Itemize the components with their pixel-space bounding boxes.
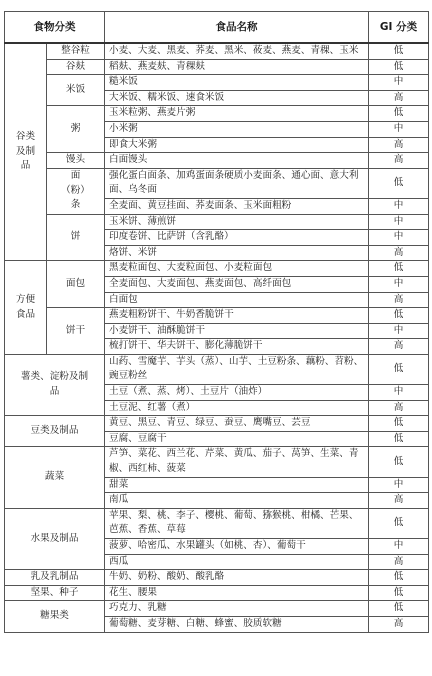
gi-cell: 中 xyxy=(369,385,429,401)
gi-cell: 低 xyxy=(369,59,429,75)
gi-cell: 高 xyxy=(369,554,429,570)
gi-cell: 低 xyxy=(369,308,429,324)
food-names-cell: 白面馒头 xyxy=(105,153,369,169)
gi-classification-table xyxy=(4,11,429,633)
food-names-cell: 即食大米粥 xyxy=(105,137,369,153)
food-names-cell: 梳打饼干、华夫饼干、膨化薄脆饼干 xyxy=(105,339,369,355)
food-names-cell: 南瓜 xyxy=(105,493,369,509)
food-names-cell: 玉米饼、薄煎饼 xyxy=(105,214,369,230)
table-row xyxy=(5,214,429,230)
subcategory-cell: 馒头 xyxy=(47,153,105,169)
table-row xyxy=(5,570,429,586)
food-names-cell: 山药、雪魔芋、芋头（蒸）、山芋、土豆粉条、藕粉、苕粉、豌豆粉丝 xyxy=(105,354,369,384)
gi-cell: 低 xyxy=(369,585,429,601)
category-cell: 豆类及制品 xyxy=(5,416,105,447)
gi-cell: 低 xyxy=(369,447,429,477)
food-names-cell: 印度卷饼、比萨饼（含乳酪） xyxy=(105,230,369,246)
food-names-cell: 葡萄糖、麦芽糖、白糖、蜂蜜、胶质软糖 xyxy=(105,616,369,632)
food-names-cell: 花生、腰果 xyxy=(105,585,369,601)
food-names-cell: 甜菜 xyxy=(105,477,369,493)
gi-cell: 低 xyxy=(369,416,429,432)
gi-cell: 低 xyxy=(369,570,429,586)
gi-cell: 低 xyxy=(369,43,429,59)
subcategory-cell: 整谷粒 xyxy=(47,43,105,59)
food-names-cell: 强化蛋白面条、加鸡蛋面条硬质小麦面条、通心面、意大利面、乌冬面 xyxy=(105,168,369,198)
category-cell: 乳及乳制品 xyxy=(5,570,105,586)
header-category: 食物分类 xyxy=(5,12,105,44)
food-names-cell: 小麦、大麦、黑麦、荞麦、黑米、莜麦、燕麦、青稞、玉米 xyxy=(105,43,369,59)
food-names-cell: 西瓜 xyxy=(105,554,369,570)
gi-cell: 低 xyxy=(369,354,429,384)
gi-cell: 高 xyxy=(369,339,429,355)
gi-cell: 中 xyxy=(369,539,429,555)
gi-cell: 中 xyxy=(369,121,429,137)
food-names-cell: 黄豆、黑豆、青豆、绿豆、蚕豆、鹰嘴豆、芸豆 xyxy=(105,416,369,432)
table-row xyxy=(5,59,429,75)
table-row xyxy=(5,308,429,324)
table-row xyxy=(5,585,429,601)
table-row xyxy=(5,43,429,59)
table-row xyxy=(5,261,429,277)
category-cell: 谷类及制品 xyxy=(5,43,47,261)
subcategory-cell: 饼 xyxy=(47,214,105,261)
food-names-cell: 糙米饭 xyxy=(105,75,369,91)
food-names-cell: 全麦面、黄豆挂面、荞麦面条、玉米面粗粉 xyxy=(105,198,369,214)
gi-cell: 高 xyxy=(369,400,429,416)
table-row xyxy=(5,75,429,91)
gi-cell: 高 xyxy=(369,90,429,106)
table-row xyxy=(5,153,429,169)
gi-cell: 中 xyxy=(369,276,429,292)
gi-cell: 高 xyxy=(369,245,429,261)
category-cell: 糖果类 xyxy=(5,601,105,632)
header-gi: GI 分类 xyxy=(369,12,429,44)
subcategory-cell: 谷麸 xyxy=(47,59,105,75)
subcategory-cell: 粥 xyxy=(47,106,105,153)
subcategory-cell: 面包 xyxy=(47,261,105,308)
category-cell: 方便食品 xyxy=(5,261,47,355)
gi-cell: 中 xyxy=(369,75,429,91)
table-row xyxy=(5,601,429,617)
gi-cell: 高 xyxy=(369,153,429,169)
gi-cell: 低 xyxy=(369,601,429,617)
gi-cell: 低 xyxy=(369,261,429,277)
gi-cell: 低 xyxy=(369,508,429,538)
food-names-cell: 大米饭、糯米饭、速食米饭 xyxy=(105,90,369,106)
gi-cell: 中 xyxy=(369,230,429,246)
subcategory-cell: 饼干 xyxy=(47,308,105,355)
food-names-cell: 土豆泥、红薯（煮） xyxy=(105,400,369,416)
gi-cell: 中 xyxy=(369,198,429,214)
table-row xyxy=(5,508,429,538)
food-names-cell: 菠萝、哈密瓜、水果罐头（如桃、杏）、葡萄干 xyxy=(105,539,369,555)
table-row xyxy=(5,106,429,122)
gi-cell: 低 xyxy=(369,106,429,122)
food-names-cell: 黑麦粒面包、大麦粒面包、小麦粒面包 xyxy=(105,261,369,277)
food-names-cell: 烙饼、米饼 xyxy=(105,245,369,261)
gi-cell: 中 xyxy=(369,323,429,339)
food-names-cell: 巧克力、乳糖 xyxy=(105,601,369,617)
food-names-cell: 全麦面包、大麦面包、燕麦面包、高纤面包 xyxy=(105,276,369,292)
category-cell: 坚果、种子 xyxy=(5,585,105,601)
table-header xyxy=(5,12,429,44)
food-names-cell: 白面包 xyxy=(105,292,369,308)
subcategory-cell: 面（粉）条 xyxy=(47,168,105,214)
food-names-cell: 苹果、梨、桃、李子、樱桃、葡萄、猕猴桃、柑橘、芒果、芭蕉、香蕉、草莓 xyxy=(105,508,369,538)
food-names-cell: 稻麸、燕麦麸、青稞麸 xyxy=(105,59,369,75)
food-names-cell: 豆腐、豆腐干 xyxy=(105,431,369,447)
food-names-cell: 土豆（煮、蒸、烤）、土豆片（油炸） xyxy=(105,385,369,401)
gi-cell: 高 xyxy=(369,137,429,153)
food-names-cell: 牛奶、奶粉、酸奶、酸乳酪 xyxy=(105,570,369,586)
gi-cell: 低 xyxy=(369,168,429,198)
table-row xyxy=(5,354,429,384)
category-cell: 蔬菜 xyxy=(5,447,105,508)
gi-cell: 高 xyxy=(369,292,429,308)
food-names-cell: 小麦饼干、油酥脆饼干 xyxy=(105,323,369,339)
food-names-cell: 燕麦粗粉饼干、牛奶香脆饼干 xyxy=(105,308,369,324)
table-row xyxy=(5,447,429,477)
food-names-cell: 玉米粒粥、燕麦片粥 xyxy=(105,106,369,122)
header-row xyxy=(5,12,429,44)
gi-cell: 低 xyxy=(369,431,429,447)
table-body xyxy=(5,43,429,632)
subcategory-cell: 米饭 xyxy=(47,75,105,106)
food-names-cell: 芦笋、菜花、西兰花、芹菜、黄瓜、茄子、莴笋、生菜、青椒、西红柿、菠菜 xyxy=(105,447,369,477)
gi-cell: 高 xyxy=(369,616,429,632)
gi-cell: 中 xyxy=(369,477,429,493)
category-cell: 水果及制品 xyxy=(5,508,105,569)
gi-cell: 高 xyxy=(369,493,429,509)
food-names-cell: 小米粥 xyxy=(105,121,369,137)
table-row xyxy=(5,168,429,198)
gi-cell: 中 xyxy=(369,214,429,230)
header-foods: 食品名称 xyxy=(105,12,369,44)
category-cell: 薯类、淀粉及制品 xyxy=(5,354,105,415)
table-row xyxy=(5,416,429,432)
